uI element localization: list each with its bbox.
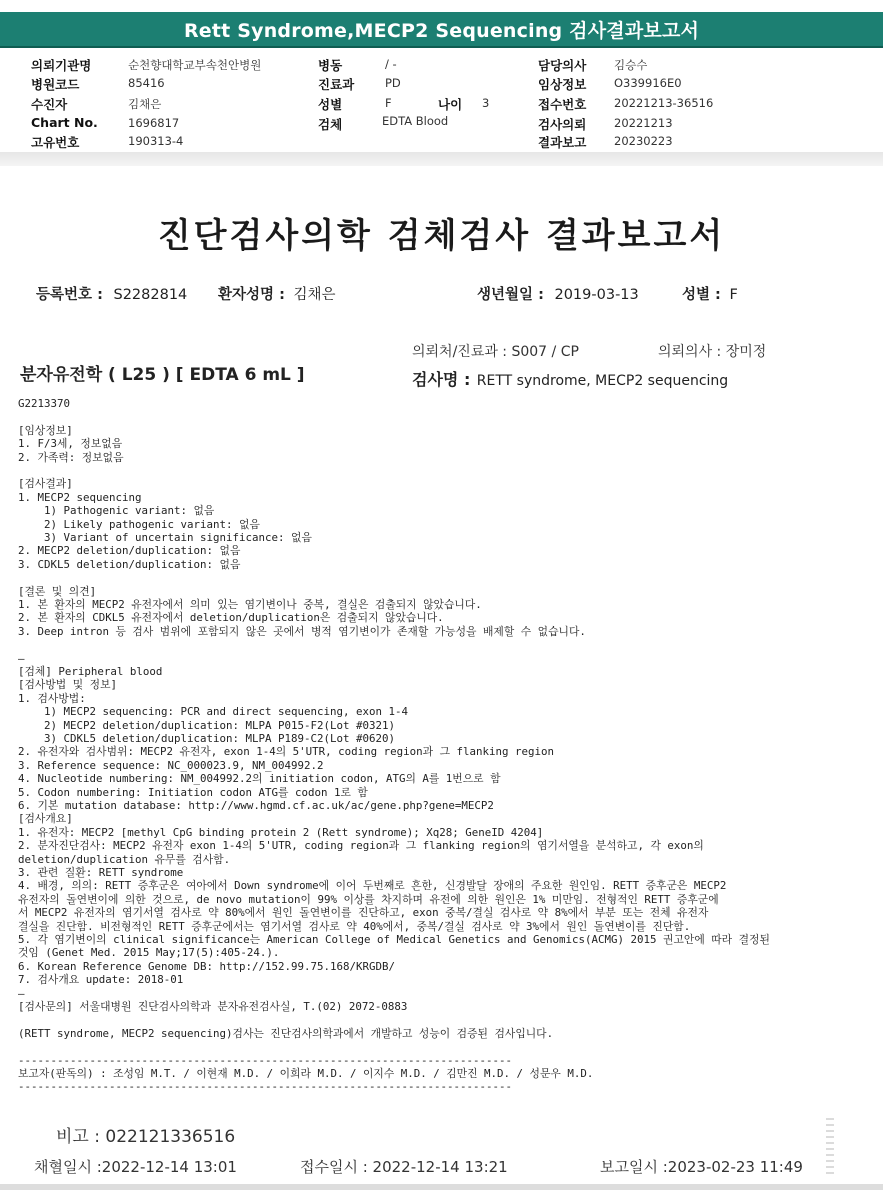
field-label: 병동 — [318, 58, 343, 73]
report-line: deletion/duplication 유무를 검사함. — [18, 852, 231, 866]
report-line: 5. 각 염기변이의 clinical significance는 American College of Medical Genetics and Genomics(ACMG) 2015 권고안에 따라 결정된 — [18, 933, 770, 946]
report-line: 결실을 진단함. 비전형적인 RETT 증후군에서는 염기서열 검사로 약 40%에서, 중복/결실 검사로 약 3%에서 원인 돌연변이를 진단함. — [18, 919, 691, 933]
test-name-label: 검사명 : — [412, 370, 471, 389]
field-value: 20230223 — [614, 134, 673, 148]
report-header-bar — [0, 12, 883, 48]
report-line: ---------------------------------------------------------------------------- — [18, 1080, 513, 1094]
referring-doctor: 의뢰의사 : 장미정 — [658, 344, 767, 360]
field-value: F — [385, 96, 392, 110]
patient-name-label: 환자성명 : — [218, 287, 285, 303]
section-divider — [0, 152, 883, 166]
report-line: [검사방법 및 정보] — [18, 678, 118, 692]
report-line: [검사개요] — [18, 812, 73, 826]
received-time: 접수일시 : 2022-12-14 13:21 — [300, 1158, 508, 1176]
report-line: 3) CDKL5 deletion/duplication: MLPA P189-C2(Lot #0620) — [18, 732, 396, 745]
field-label: 의뢰기관명 — [31, 58, 92, 73]
field-value: 85416 — [128, 76, 165, 90]
reported-time: 보고일시 :2023-02-23 11:49 — [600, 1158, 803, 1176]
sex-label: 성별 : — [682, 287, 721, 303]
report-line: 4. 배경, 의의: RETT 증후군은 여아에서 Down syndrome에 이어 두번째로 흔한, 신경발달 장애의 주요한 원인임. RETT 증후군은 MECP2 — [18, 879, 727, 893]
report-line: 3. Reference sequence: NC_000023.9, NM_004992.2 — [18, 758, 324, 772]
referral-dept: 의뢰처/진료과 : S007 / CP — [412, 344, 579, 360]
field-label: 고유번호 — [31, 135, 80, 150]
report-line: 것임 (Genet Med. 2015 May;17(5):405-24.). — [18, 946, 280, 960]
report-line: G2213370 — [18, 397, 71, 410]
report-line: 6. Korean Reference Genome DB: http://152.99.75.168/KRGDB/ — [18, 959, 396, 973]
field-label: 병원코드 — [31, 77, 80, 92]
report-line: 보고자(판독의) : 조성임 M.T. / 이현재 M.D. / 이희라 M.D. / 이지수 M.D. / 김만진 M.D. / 성문우 M.D. — [18, 1067, 594, 1080]
note-line: 비고 : 022121336516 — [56, 1127, 236, 1147]
report-line: 서 MECP2 유전자의 염기서열 검사로 약 80%에서 원인 돌연변이를 진단하고, exon 중복/결실 검사로 약 8%에서 부분 또는 전체 유전자 — [18, 906, 709, 920]
reg-no-label: 등록번호 : — [36, 287, 103, 303]
dob-value: 2019-03-13 — [554, 287, 639, 303]
report-line: 2. 가족력: 정보없음 — [18, 450, 124, 464]
report-line: 1. 검사방법: — [18, 691, 86, 705]
field-value: PD — [385, 76, 401, 90]
field-label: 수진자 — [31, 97, 68, 112]
test-name-value: RETT syndrome, MECP2 sequencing — [476, 373, 729, 389]
field-label: 진료과 — [318, 77, 355, 92]
report-line: [검체] Peripheral blood — [18, 665, 163, 678]
report-line: 2. 분자진단검사: MECP2 유전자 exon 1-4의 5'UTR, coding region과 그 flanking region의 염기서열을 분석하고, 각 exon의 — [18, 839, 704, 853]
report-line: 2. 본 환자의 CDKL5 유전자에서 deletion/duplication은 검출되지 않았습니다. — [18, 611, 444, 625]
field-value: 3 — [482, 96, 490, 110]
field-label: 검체 — [318, 117, 343, 132]
field-label: 검사의뢰 — [538, 117, 587, 132]
field-value: / - — [385, 57, 397, 71]
report-line: [결론 및 의견] — [18, 584, 97, 598]
report-line: [검사결과] — [18, 477, 73, 491]
report-line: 4. Nucleotide numbering: NM_004992.2의 initiation codon, ATG의 A를 1번으로 함 — [18, 772, 501, 786]
dob-row — [477, 283, 639, 304]
report-line: 1) Pathogenic variant: 없음 — [18, 504, 215, 518]
registration-row — [36, 283, 187, 304]
reg-no-value: S2282814 — [113, 287, 188, 303]
report-line: 2) Likely pathogenic variant: 없음 — [18, 517, 260, 531]
field-label: 임상정보 — [538, 77, 587, 92]
report-line: 3. Deep intron 등 검사 범위에 포함되지 않은 곳에서 병적 염기변이가 존재할 가능성을 배제할 수 없습니다. — [18, 624, 586, 638]
report-line: 1. 본 환자의 MECP2 유전자에서 의미 있는 염기변이나 중복, 결실은 검출되지 않았습니다. — [18, 598, 482, 611]
sex-value: F — [729, 287, 738, 303]
report-line: [검사문의] 서울대병원 진단검사의학과 분자유전검사실, T.(02) 2072-0883 — [18, 1000, 408, 1013]
report-line: 2) MECP2 deletion/duplication: MLPA P015-F2(Lot #0321) — [18, 718, 396, 732]
header-info — [0, 54, 883, 150]
report-line: 유전자의 돌연변이에 의한 것으로, de novo mutation이 99% 이상를 차지하며 유전에 의한 원인은 1% 미만임. 전형적인 RETT 증후군에 — [18, 892, 719, 906]
report-line: (RETT syndrome, MECP2 sequencing)검사는 진단검사의학과에서 개발하고 성능이 검증된 검사입니다. — [18, 1026, 554, 1040]
page-edge-marks — [826, 1118, 834, 1178]
report-line: 1) MECP2 sequencing: PCR and direct sequencing, exon 1-4 — [18, 705, 409, 719]
report-line: 1. 유전자: MECP2 [methyl CpG binding protein 2 (Rett syndrome); Xq28; GeneID 4204] — [18, 825, 544, 839]
report-header-title: Rett Syndrome,MECP2 Sequencing 검사결과보고서 — [183, 19, 700, 42]
field-value: 190313-4 — [128, 134, 184, 148]
field-value: 순천향대학교부속천안병원 — [128, 58, 262, 72]
report-line: 7. 검사개요 update: 2018-01 — [18, 973, 184, 987]
field-label: Chart No. — [31, 115, 98, 130]
report-line: 3. 관련 질환: RETT syndrome — [18, 866, 184, 879]
document-title: 진단검사의학 검체검사 결과보고서 — [157, 216, 726, 256]
field-label: 결과보고 — [538, 135, 587, 150]
patient-name-value: 김채은 — [293, 287, 336, 303]
bottom-band — [0, 1184, 883, 1190]
report-line: 6. 기본 mutation database: http://www.hgmd.cf.ac.uk/ac/gene.php?gene=MECP2 — [18, 799, 494, 812]
field-value: 김승수 — [614, 58, 648, 72]
field-value: 20221213-36516 — [614, 96, 714, 110]
collection-time: 채혈일시 :2022-12-14 13:01 — [34, 1158, 237, 1176]
field-value: 김채은 — [128, 97, 162, 111]
test-name-row — [412, 367, 728, 390]
field-value: O339916E0 — [614, 76, 682, 90]
report-line: [임상정보] — [18, 423, 73, 437]
report-line: 5. Codon numbering: Initiation codon ATG를 codon 1로 함 — [18, 785, 368, 799]
dob-label: 생년월일 : — [477, 287, 544, 303]
field-label: 담당의사 — [538, 58, 587, 73]
report-line: 1. F/3세, 정보없음 — [18, 437, 123, 451]
report-line: — — [18, 651, 25, 665]
lab-section-title: 분자유전학 ( L25 ) [ EDTA 6 mL ] — [20, 365, 305, 385]
report-line: 2. 유전자와 검사범위: MECP2 유전자, exon 1-4의 5'UTR, coding region과 그 flanking region — [18, 745, 555, 759]
field-value: 20221213 — [614, 116, 673, 130]
report-line: 2. MECP2 deletion/duplication: 없음 — [18, 544, 241, 558]
report-line: 3) Variant of uncertain significance: 없음 — [18, 531, 312, 544]
report-line: 3. CDKL5 deletion/duplication: 없음 — [18, 557, 241, 571]
report-line: ---------------------------------------------------------------------------- — [18, 1053, 513, 1067]
report-line: 1. MECP2 sequencing — [18, 490, 142, 504]
sex-row — [682, 283, 738, 304]
field-label: 성별 — [318, 97, 343, 112]
field-value: EDTA Blood — [382, 114, 449, 128]
report-line: — — [18, 986, 25, 1000]
field-value: 1696817 — [128, 116, 180, 130]
patient-name-row — [218, 283, 336, 304]
field-label: 나이 — [438, 97, 463, 112]
field-label: 접수번호 — [538, 97, 587, 112]
